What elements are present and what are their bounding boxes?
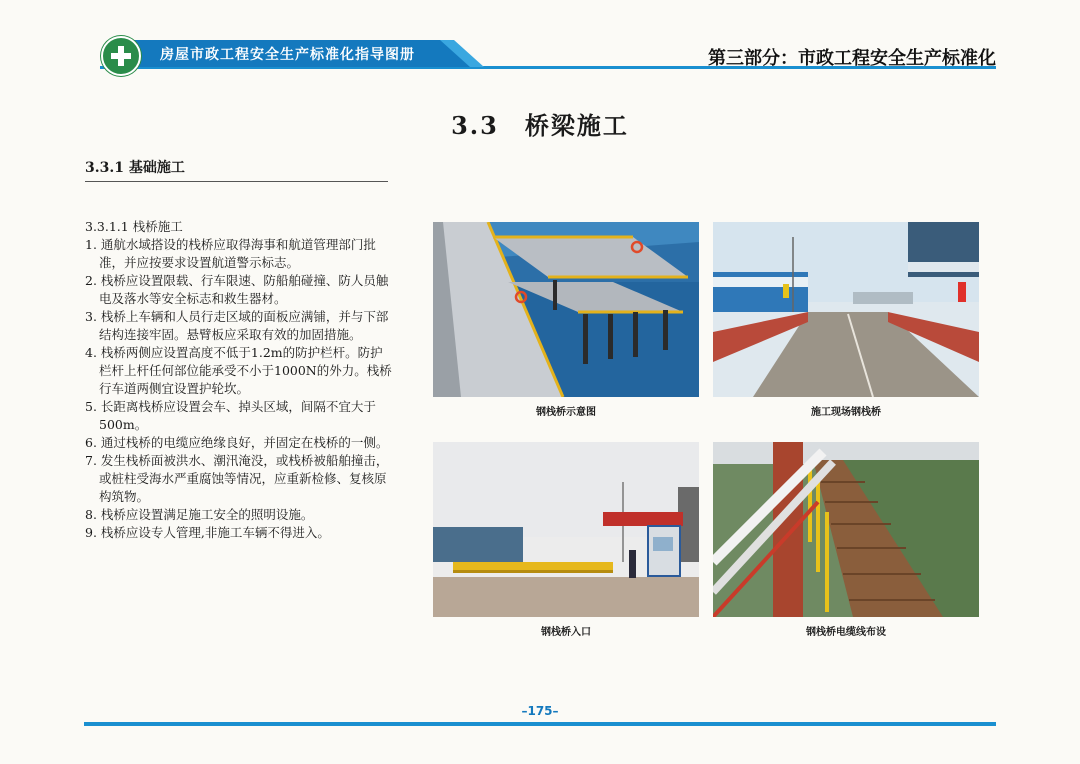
photo-caption: 钢栈桥入口 xyxy=(541,627,591,638)
section-title: 3.3 桥梁施工 xyxy=(451,111,629,140)
subsection-rule xyxy=(85,181,388,182)
clause-heading: 3.3.1.1 栈桥施工 xyxy=(85,219,183,234)
safety-cross-logo xyxy=(101,36,141,76)
list-item: 4. 栈桥两侧应设置高度不低于1.2m的防护栏杆。防护栏杆上杆任何部位能承受不小于1000N的外力。栈桥行车道两侧宜设置护轮坎。 xyxy=(85,345,392,396)
list-item: 1. 通航水域搭设的栈桥应取得海事和航道管理部门批准，并应按要求设置航道警示标志。 xyxy=(85,237,376,270)
photo-caption: 钢栈桥示意图 xyxy=(536,407,596,418)
footer-rule xyxy=(84,722,996,726)
list-item: 6. 通过栈桥的电缆应绝缘良好，并固定在栈桥的一侧。 xyxy=(85,435,389,450)
body-text xyxy=(85,218,395,542)
clause-list xyxy=(85,236,395,542)
trestle-entrance-photo xyxy=(433,442,699,617)
book-title: 房屋市政工程安全生产标准化指导图册 xyxy=(160,47,415,63)
photo-caption: 施工现场钢栈桥 xyxy=(811,407,881,418)
list-item: 9. 栈桥应设专人管理,非施工车辆不得进入。 xyxy=(85,525,330,540)
trestle-diagram-photo xyxy=(433,222,699,397)
cable-layout-photo xyxy=(713,442,979,617)
site-trestle-photo xyxy=(713,222,979,397)
list-item: 7. 发生栈桥面被洪水、潮汛淹没，或栈桥被船舶撞击，或桩柱受海水严重腐蚀等情况，应重新检修、复核原构筑物。 xyxy=(85,453,389,504)
part-title: 第三部分：市政工程安全生产标准化 xyxy=(708,48,996,69)
list-item: 3. 栈桥上车辆和人员行走区域的面板应满铺，并与下部结构连接牢固。悬臂板应采取有效的加固措施。 xyxy=(85,309,389,342)
subsection-title: 3.3.1 基础施工 xyxy=(85,160,185,176)
list-item: 2. 栈桥应设置限载、行车限速、防船舶碰撞、防人员触电及落水等安全标志和救生器材。 xyxy=(85,273,389,306)
list-item: 5. 长距离栈桥应设置会车、掉头区域，间隔不宜大于500m。 xyxy=(85,399,376,432)
photo-caption: 钢栈桥电缆线布设 xyxy=(806,627,886,638)
page-number: –175– xyxy=(521,704,559,718)
list-item: 8. 栈桥应设置满足施工安全的照明设施。 xyxy=(85,507,314,522)
